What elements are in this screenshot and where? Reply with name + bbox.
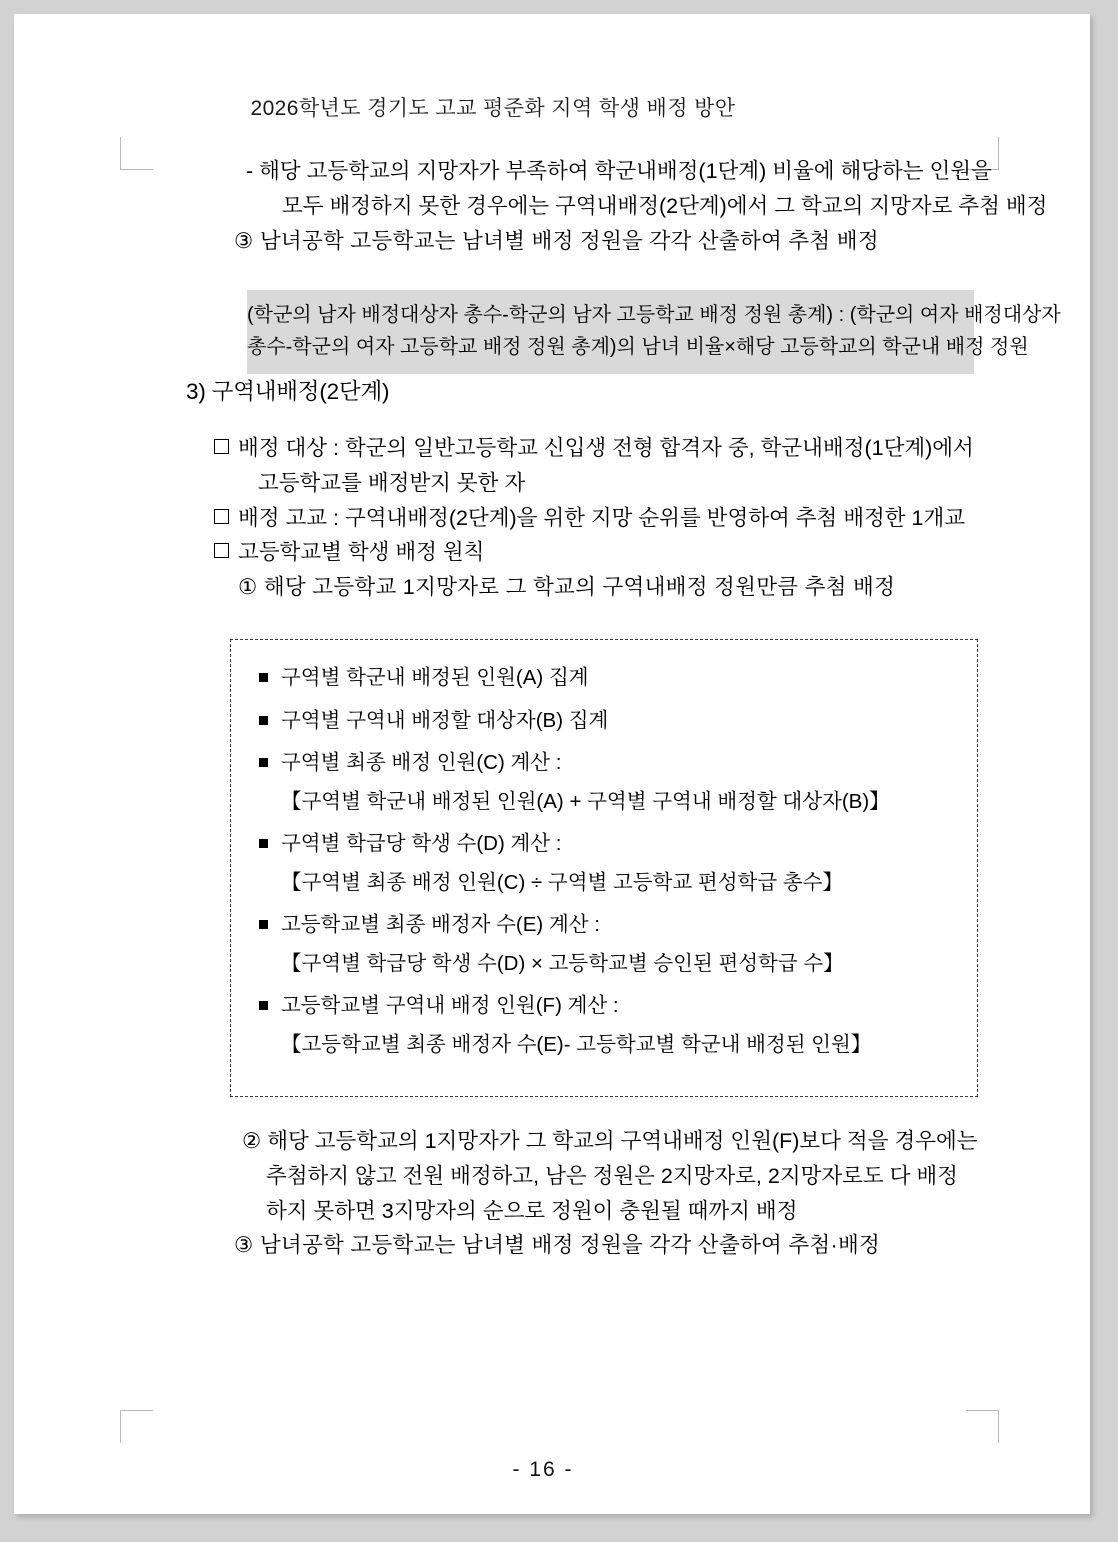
- section-item-1: ① 해당 고등학교 1지망자로 그 학교의 구역내배정 정원만큼 추첨 배정: [238, 575, 896, 600]
- tail-item-2-line-1: ② 해당 고등학교의 1지망자가 그 학교의 구역내배정 인원(F)보다 적을 경우에는: [242, 1129, 978, 1153]
- document-body: [14, 146, 1090, 1258]
- tail-item-2-line-2: 추첨하지 않고 전원 배정하고, 남은 정원은 2지망자로, 2지망자로도 다 배정: [266, 1163, 958, 1188]
- checkbox-label-allocated-school: 배정 고교 : 구역내배정(2단계)을 위한 지망 순위를 반영하여 추첨 배정한 1개교: [238, 505, 966, 530]
- top-item-3: ③ 남녀공학 고등학교는 남녀별 배정 정원을 각각 산출하여 추첨 배정: [234, 228, 879, 253]
- calc-bullet-b: [259, 708, 977, 732]
- square-bullet-icon: [259, 839, 268, 848]
- shaded-formula-line-2: 총수-학군의 여자 고등학교 배정 정원 총계)의 남녀 비율×해당 고등학교의 학군내 배정 정원: [247, 336, 1029, 359]
- calc-bullet-c: [259, 753, 977, 774]
- shaded-formula-box: [247, 290, 1061, 374]
- section-heading: 3) 구역내배정(2단계): [186, 379, 390, 404]
- calc-bullet-a-label: 구역별 학군내 배정된 인원(A) 집계: [281, 666, 589, 689]
- checkbox-label-allocation-target: 배정 대상 : 학군의 일반고등학교 신입생 전형 합격자 중, 학군내배정(1단계)에서: [238, 436, 974, 460]
- shaded-formula-line-1: (학군의 남자 배정대상자 총수-학군의 남자 고등학교 배정 정원 총계) : (학군의 여자 배정대상자: [247, 304, 1061, 326]
- calc-bullet-f: [259, 996, 977, 1017]
- crop-mark-bottom-left: [120, 1410, 153, 1443]
- checkbox-item-allocation-target: [214, 431, 1014, 466]
- calc-bullet-a: [259, 668, 977, 689]
- dash-line-2: 모두 배정하지 못한 경우에는 구역내배정(2단계)에서 그 학교의 지망자로 추첨 배정: [282, 193, 1048, 218]
- calculation-steps-list: [231, 640, 977, 1055]
- crop-mark-bottom-right: [966, 1410, 999, 1443]
- square-bullet-icon: [259, 716, 268, 725]
- tail-item-2-line-3: 하지 못하면 3지망자의 순으로 정원이 충원될 때까지 배정: [266, 1198, 798, 1223]
- square-bullet-icon: [259, 758, 268, 767]
- running-head: 2026학년도 경기도 고교 평준화 지역 학생 배정 방안: [250, 97, 736, 120]
- document-page: [14, 14, 1090, 1514]
- checkbox-label-allocation-principle: 고등학교별 학생 배정 원칙: [238, 540, 485, 565]
- calc-bullet-c-label: 구역별 최종 배정 인원(C) 계산 :: [281, 751, 562, 774]
- dash-line-1: - 해당 고등학교의 지망자가 부족하여 학군내배정(1단계) 비율에 해당하는 인원을: [246, 159, 992, 183]
- checkbox-continuation-allocation-target: 고등학교를 배정받지 못한 자: [258, 470, 526, 495]
- calc-formula-f: 【고등학교별 최종 배정자 수(E)- 고등학교별 학군내 배정된 인원】: [281, 1032, 872, 1056]
- square-bullet-icon: [259, 920, 268, 929]
- checkbox-list: [214, 431, 1014, 605]
- tail-item-3: ③ 남녀공학 고등학교는 남녀별 배정 정원을 각각 산출하여 추첨·배정: [234, 1233, 881, 1258]
- top-dash-block: [14, 154, 1090, 258]
- calc-bullet-d-label: 구역별 학급당 학생 수(D) 계산 :: [281, 832, 562, 855]
- checkbox-item-allocation-principle: [214, 535, 1014, 570]
- empty-checkbox-icon: [214, 439, 229, 454]
- empty-checkbox-icon: [214, 543, 229, 558]
- calc-bullet-d: [259, 834, 977, 855]
- calc-formula-c: 【구역별 학군내 배정된 인원(A) + 구역별 구역내 배정할 대상자(B)】: [281, 789, 890, 813]
- calc-bullet-f-label: 고등학교별 구역내 배정 인원(F) 계산 :: [281, 994, 619, 1017]
- empty-checkbox-icon: [214, 509, 229, 524]
- calculation-steps-box: [230, 639, 978, 1097]
- page-number: - 16 -: [512, 1458, 574, 1481]
- trailing-paragraphs: [14, 1124, 1090, 1263]
- square-bullet-icon: [259, 673, 268, 682]
- calc-bullet-e-label: 고등학교별 최종 배정자 수(E) 계산 :: [281, 913, 600, 936]
- square-bullet-icon: [259, 1001, 268, 1010]
- calc-bullet-e: [259, 915, 977, 936]
- calc-bullet-b-label: 구역별 구역내 배정할 대상자(B) 집계: [281, 708, 609, 732]
- calc-formula-d: 【구역별 최종 배정 인원(C) ÷ 구역별 고등학교 편성학급 총수】: [281, 870, 843, 894]
- checkbox-item-allocated-school: [214, 501, 1014, 536]
- calc-formula-e: 【구역별 학급당 학생 수(D) × 고등학교별 승인된 편성학급 수】: [281, 951, 844, 975]
